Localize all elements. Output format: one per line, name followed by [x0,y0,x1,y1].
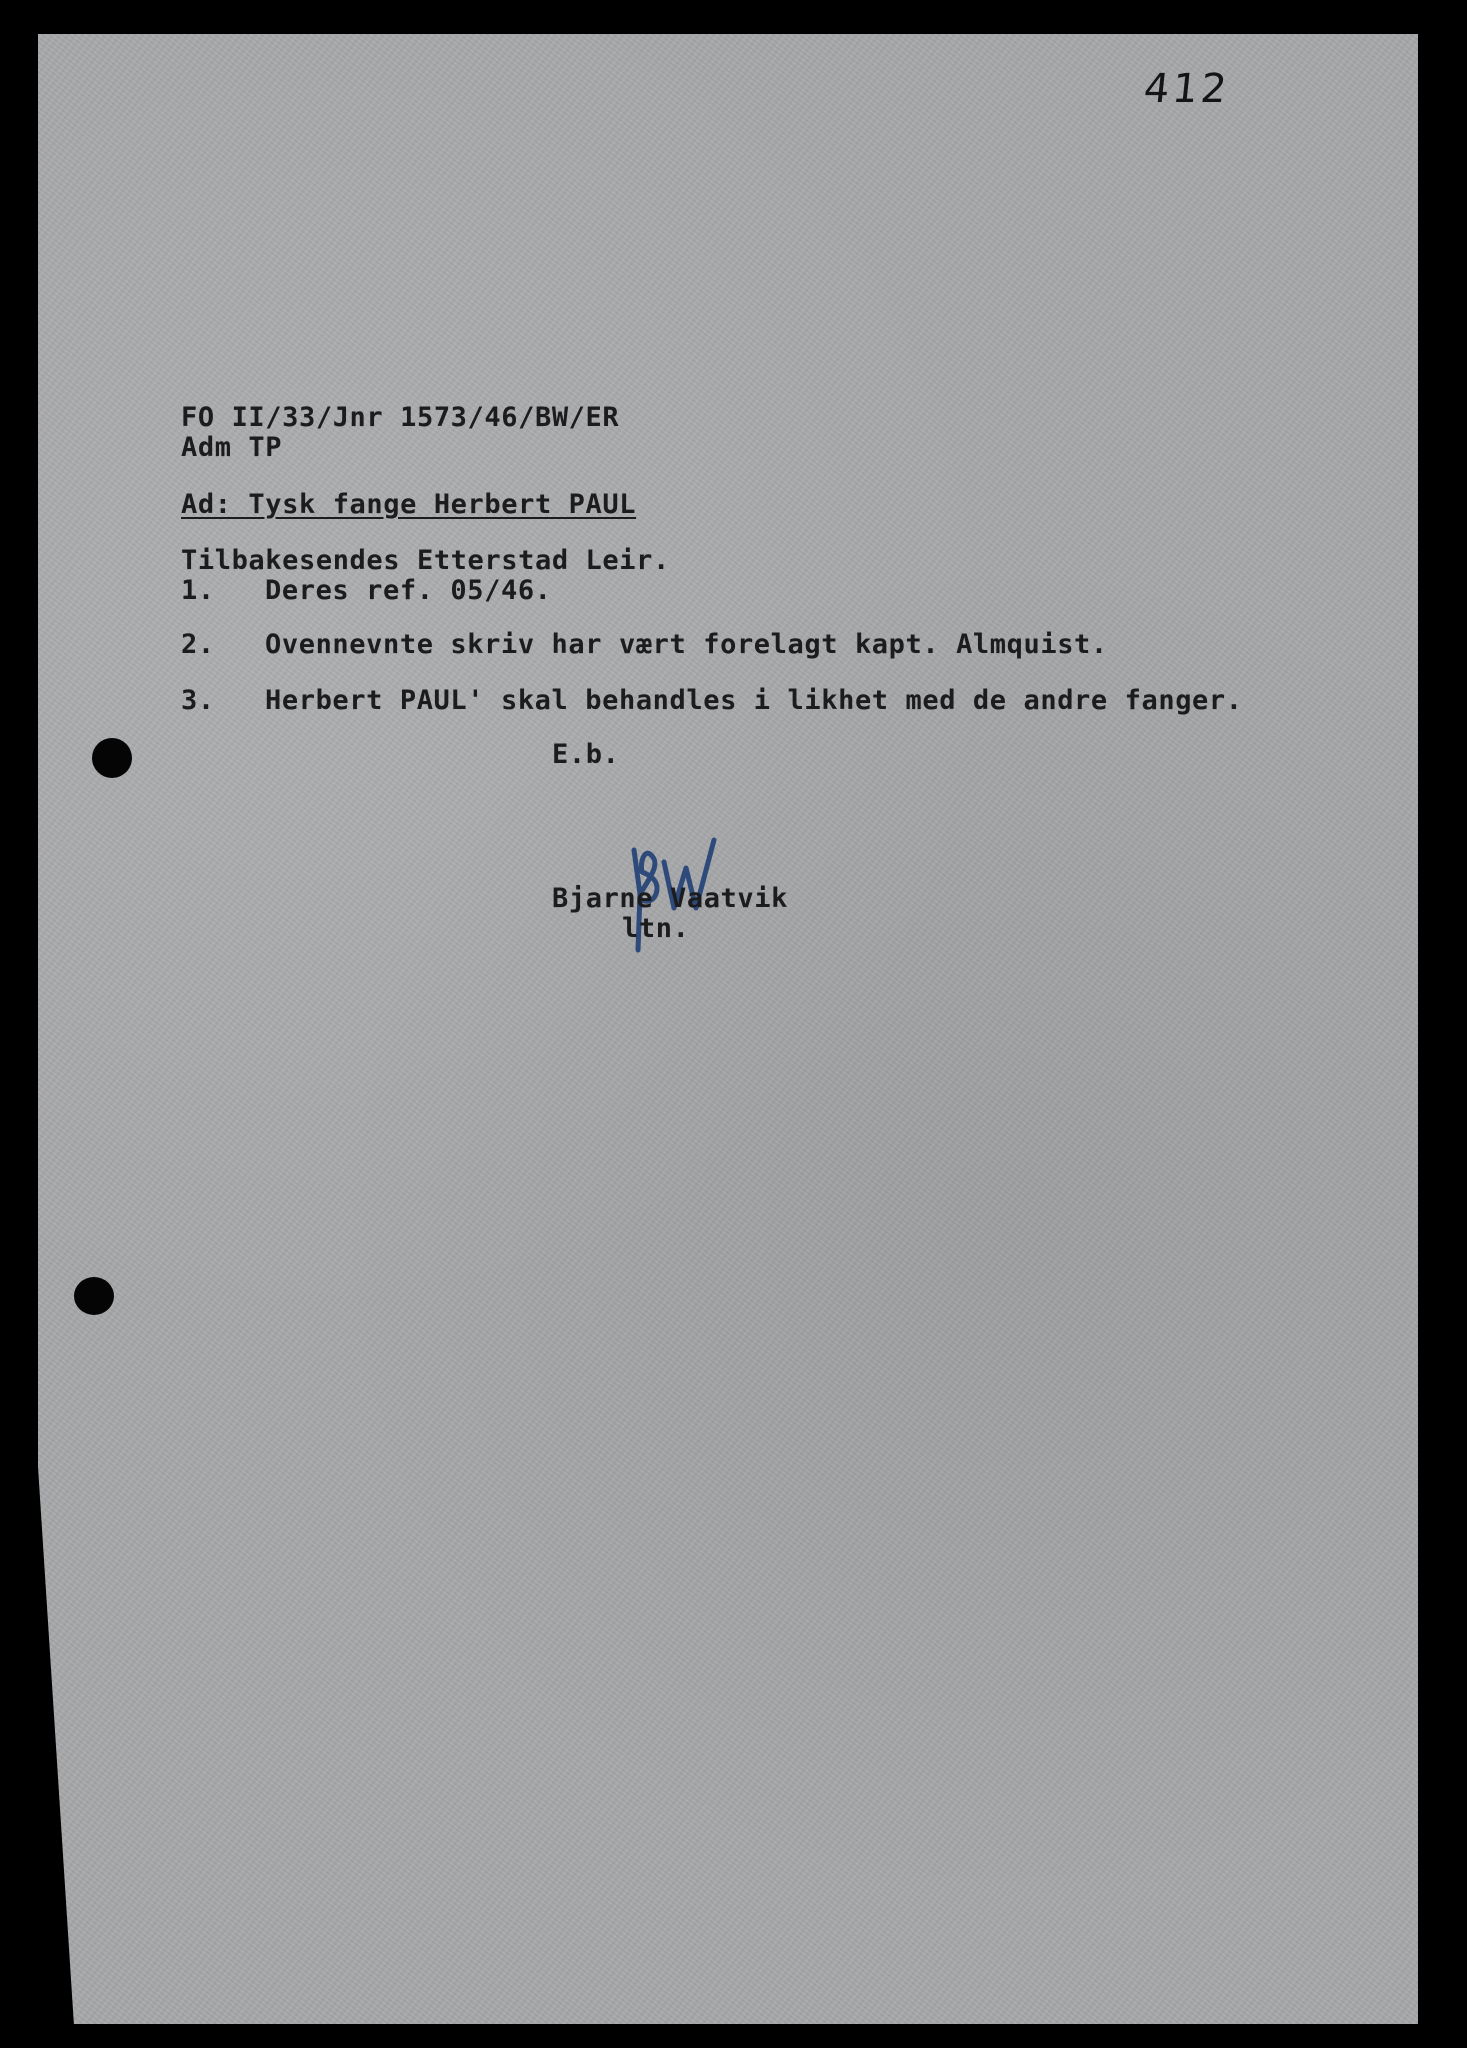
page-number: 412 [1141,66,1232,112]
item-number: 2. [181,629,215,660]
department-line: Adm TP [181,432,283,463]
punch-hole [92,738,132,778]
punch-hole [74,1277,114,1315]
item-text: Ovennevnte skriv har vært forelagt kapt. Almquist. [265,629,1108,660]
item-number: 1. [181,575,215,606]
item-text: Deres ref. 05/46. [265,575,552,606]
item-number: 3. [181,685,215,716]
item-text: Herbert PAUL' skal behandles i likhet med de andre fanger. [265,685,1243,716]
subject-line: Ad: Tysk fange Herbert PAUL [181,489,637,520]
intro-line: Tilbakesendes Etterstad Leir. [181,545,670,576]
signatory-name: Bjarne Vaatvik [552,883,788,914]
signatory-rank: ltn. [622,913,690,944]
closing-line: E.b. [552,739,620,770]
reference-line: FO II/33/Jnr 1573/46/BW/ER [181,402,620,433]
document-page [38,34,1418,2024]
